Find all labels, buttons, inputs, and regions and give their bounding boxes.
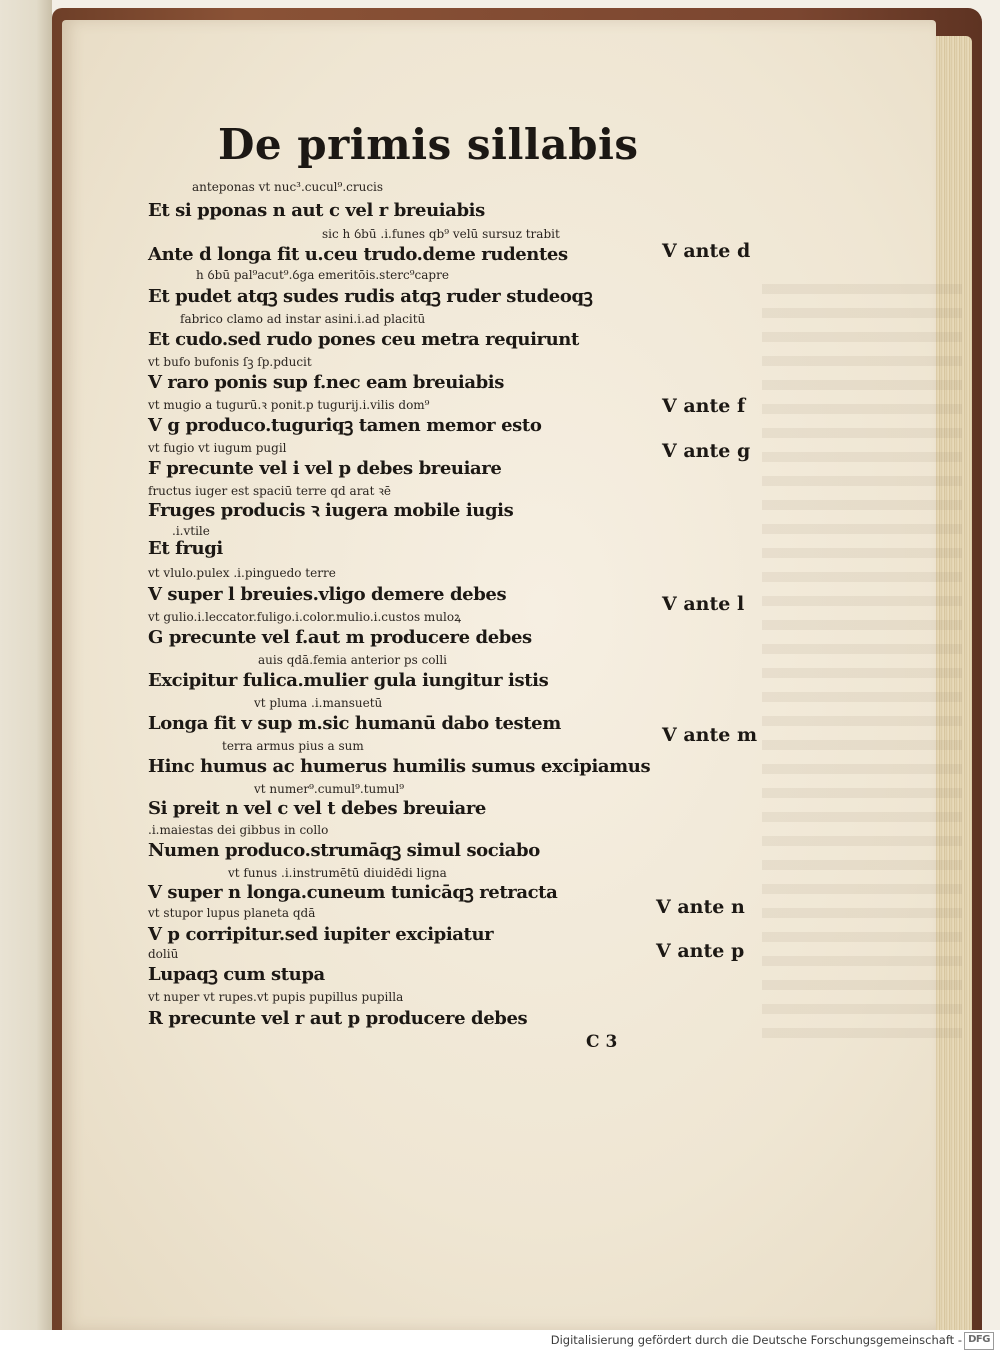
- verse-line: V super n longa.cuneum tunicāqꝫ retracta: [148, 882, 558, 903]
- verse-line: Hinc humus ac humerus humilis sumus excipiamus: [148, 756, 651, 777]
- gloss-line: vt numer⁹.cumul⁹.tumul⁹: [254, 782, 405, 796]
- margin-note: V ante m: [662, 724, 758, 746]
- gloss-line: fructus iuger est spaciū terre qd arat ꝛē: [148, 484, 392, 498]
- footer-bar: [0, 1330, 1000, 1353]
- gloss-line: vt nuper vt rupes.vt pupis pupillus pupilla: [148, 990, 404, 1004]
- margin-note: V ante n: [656, 896, 745, 918]
- verse-line: Et si pponas n aut c vel r breuiabis: [148, 200, 485, 221]
- gloss-line: vt mugio a tugurū.ꝛ ponit.p tugurij.i.vilis dom⁹: [148, 398, 430, 412]
- gloss-line: fabrico clamo ad instar asini.i.ad placitū: [180, 312, 426, 326]
- gloss-line: doliū: [148, 947, 179, 961]
- verse-line: Fruges producis ꝛ iugera mobile iugis: [148, 500, 514, 521]
- gloss-line: vt stupor lupus planeta qdā: [148, 906, 316, 920]
- gloss-line: vt funus .i.instrumētū diuidēdi ligna: [228, 866, 447, 880]
- verse-line: Et pudet atqꝫ sudes rudis atqꝫ ruder studeoqꝫ: [148, 286, 593, 307]
- verse-line: G precunte vel f.aut m producere debes: [148, 627, 532, 648]
- gloss-line: vt vlulo.pulex .i.pinguedo terre: [148, 566, 336, 580]
- verse-line: V super l breuies.vligo demere debes: [148, 584, 507, 605]
- gloss-line: vt pluma .i.mansuetū: [254, 696, 383, 710]
- gloss-line: vt fugio vt iugum pugil: [148, 441, 287, 455]
- dfg-logo-icon: DFG: [964, 1332, 994, 1350]
- gloss-line: auis qdā.femia anterior ps colli: [258, 653, 448, 667]
- funding-notice: Digitalisierung gefördert durch die Deutsche Forschungsgemeinschaft -: [550, 1333, 962, 1347]
- margin-note: V ante g: [662, 440, 751, 462]
- gloss-line: vt bufo bufonis ſꝫ ſp.pducit: [148, 355, 312, 369]
- gloss-line: terra armus pius a sum: [222, 739, 364, 753]
- gloss-line: .i.vtile: [172, 524, 210, 538]
- verse-line: Et cudo.sed rudo pones ceu metra requirunt: [148, 329, 579, 350]
- verse-line: F precunte vel i vel p debes breuiare: [148, 458, 502, 479]
- verse-line: V p corripitur.sed iupiter excipiatur: [148, 924, 494, 945]
- verse-line: R precunte vel r aut p producere debes: [148, 1008, 528, 1029]
- verse-line: Excipitur fulica.mulier gula iungitur istis: [148, 670, 549, 691]
- gloss-line: sic h ỽbū .i.funes qb⁹ velū sursuz trabit: [322, 227, 560, 241]
- verse-line: Ante d longa fit u.ceu trudo.deme rudentes: [148, 244, 568, 265]
- margin-note: V ante f: [662, 395, 746, 417]
- verse-line: Si preit n vel c vel t debes breuiare: [148, 798, 486, 819]
- verse-line: Et frugi: [148, 538, 223, 559]
- signature-mark: C 3: [586, 1032, 618, 1052]
- left-page-edge: [0, 0, 52, 1330]
- gloss-line: anteponas vt nuc³.cucul⁹.crucis: [192, 180, 384, 194]
- margin-note: V ante d: [662, 240, 751, 262]
- gloss-line: .i.maiestas dei gibbus in collo: [148, 823, 329, 837]
- margin-note: V ante l: [662, 593, 745, 615]
- verse-line: Numen produco.strumāqꝫ simul sociabo: [148, 840, 540, 861]
- verse-line: Lupaqꝫ cum stupa: [148, 964, 325, 985]
- gloss-line: h ỽbū pal⁹acut⁹.ỽga emeritōis.sterc⁹capre: [196, 268, 449, 282]
- gloss-line: vt gulio.i.leccator.fuligo.i.color.mulio.i.custos muloꝝ: [148, 610, 462, 624]
- page-title: De primis sillabis: [218, 120, 639, 169]
- margin-note: V ante p: [656, 940, 745, 962]
- show-through-text: [762, 270, 962, 1050]
- verse-line: V raro ponis sup f.nec eam breuiabis: [148, 372, 504, 393]
- verse-line: Longa fit v sup m.sic humanū dabo testem: [148, 713, 561, 734]
- verse-line: V g produco.tuguriqꝫ tamen memor esto: [148, 415, 542, 436]
